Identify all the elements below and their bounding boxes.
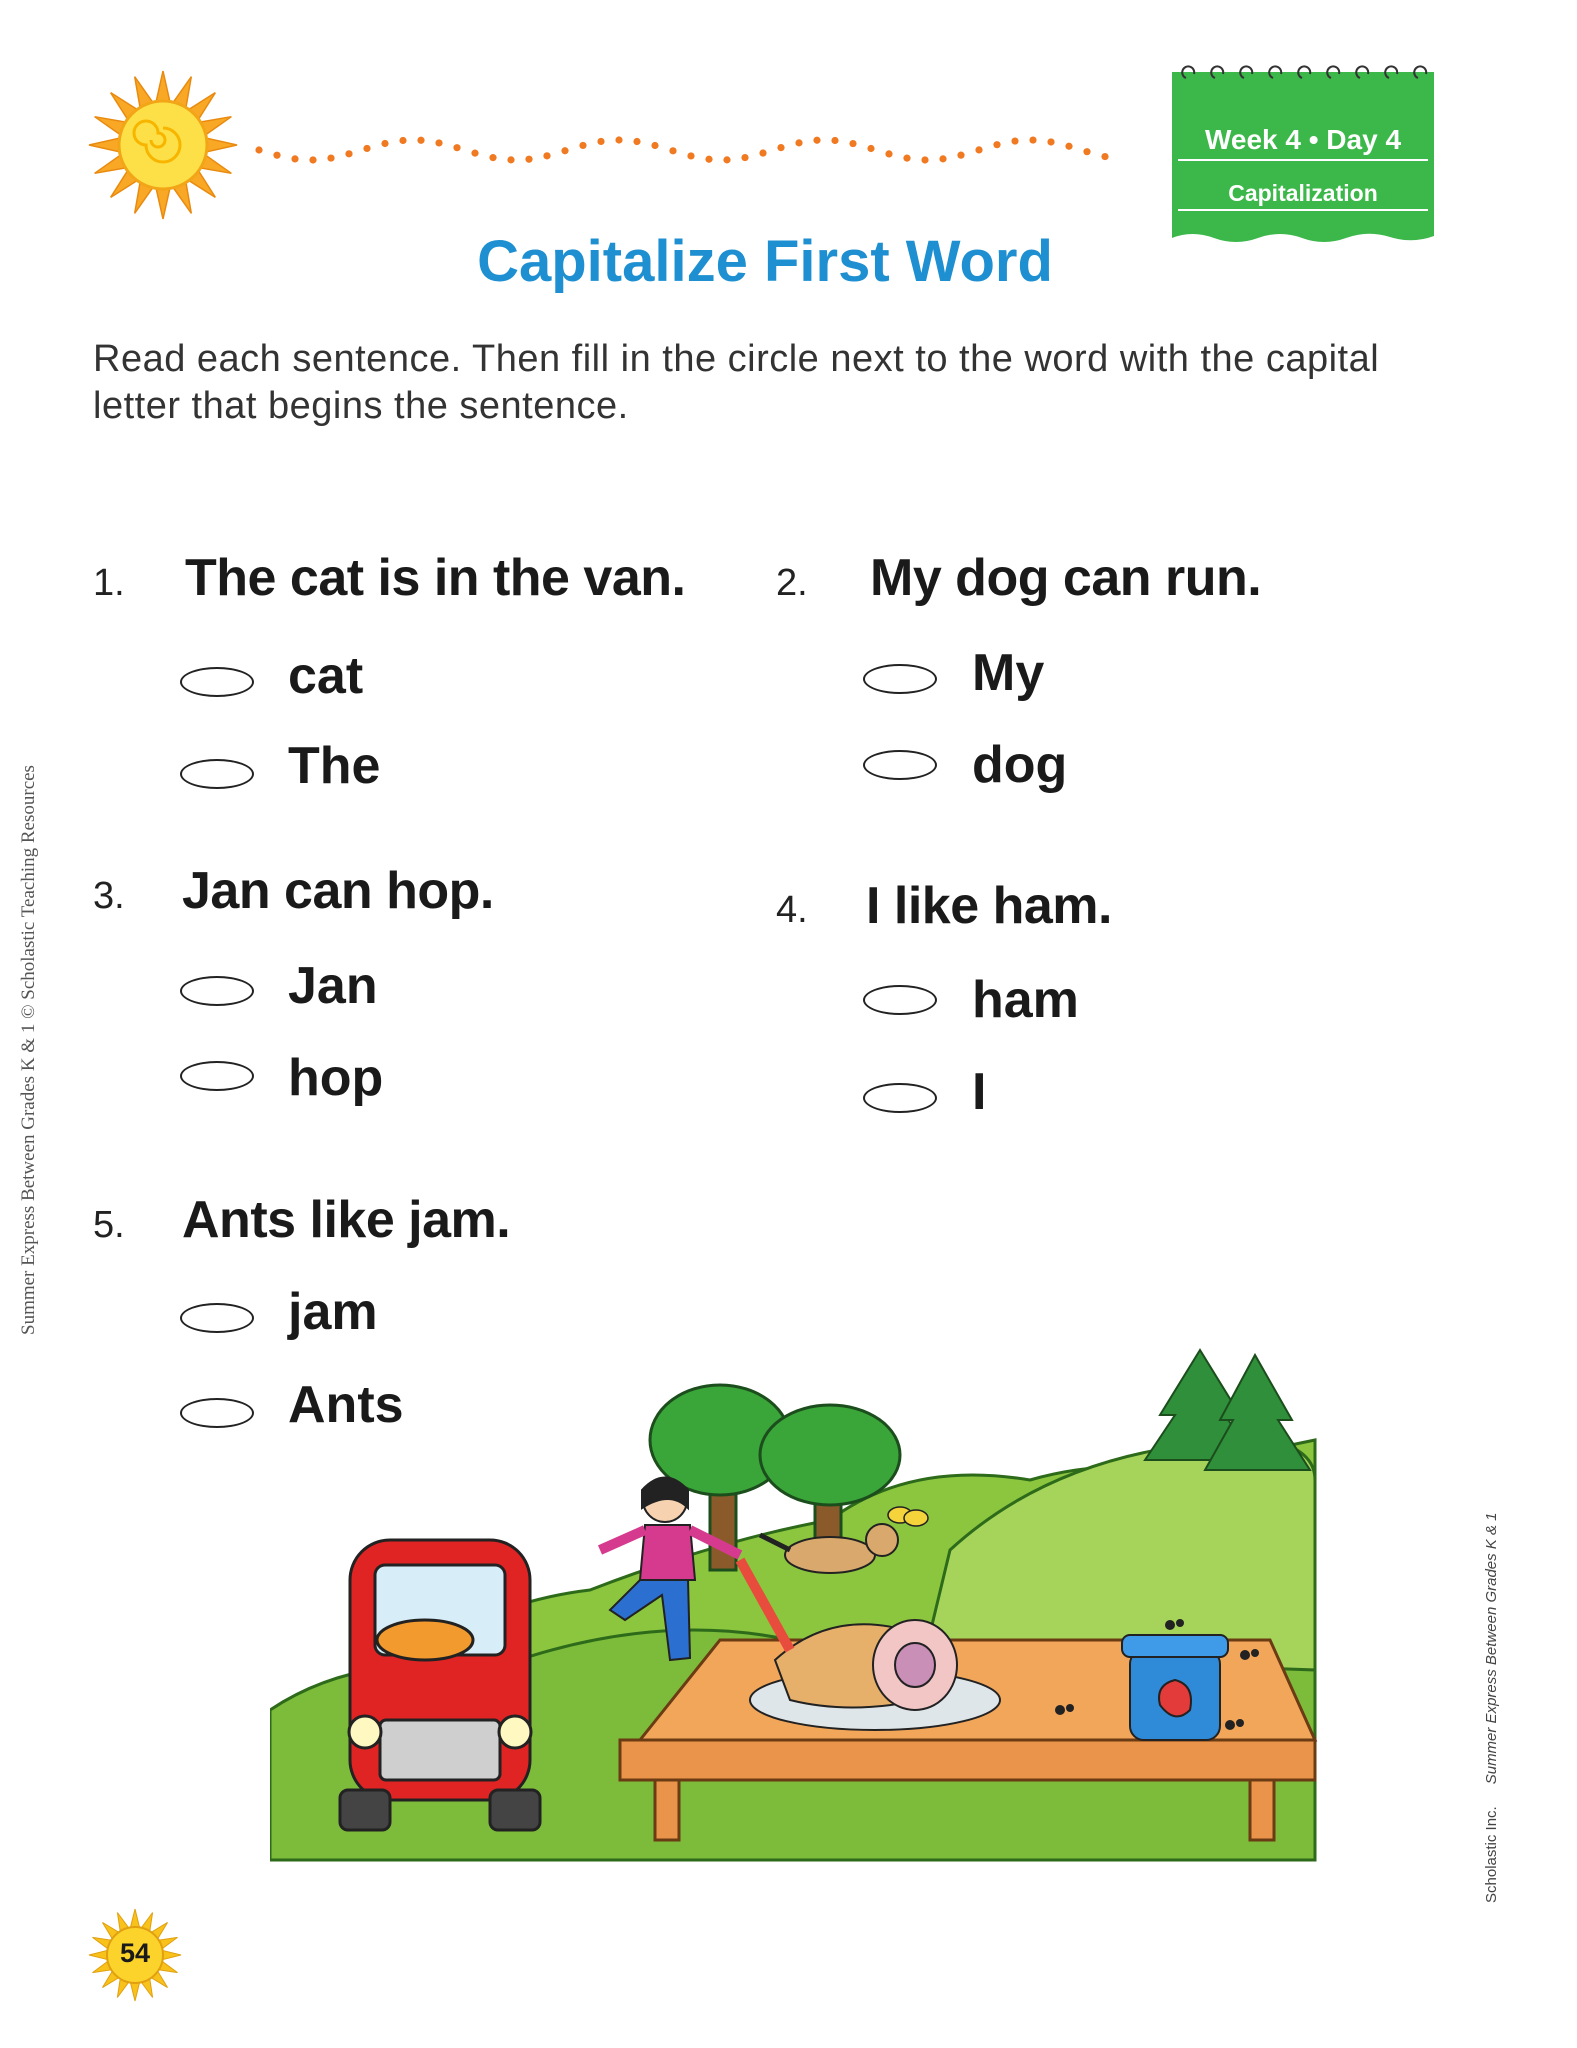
page-number: 54: [119, 1938, 151, 1968]
question-3-option-1-label: Jan: [288, 957, 378, 1015]
question-1-sentence: The cat is in the van.: [185, 549, 686, 607]
question-5-sentence: Ants like jam.: [182, 1191, 511, 1249]
question-2-option-1-label: My: [972, 644, 1045, 702]
picnic-scene-illustration: [270, 1340, 1332, 1870]
question-5-option-2-bubble[interactable]: [180, 1398, 254, 1428]
question-1-option-1-label: cat: [288, 647, 364, 705]
question-2-sentence: My dog can run.: [870, 549, 1262, 607]
question-1-option-1-bubble[interactable]: [180, 667, 254, 697]
side-credit-right: [1483, 1513, 1500, 1904]
pine-trees: [1145, 1350, 1310, 1470]
question-4-option-1-label: ham: [972, 971, 1079, 1029]
question-2-option-1-bubble[interactable]: [863, 664, 937, 694]
question-1-option-2-label: The: [288, 737, 381, 795]
question-3-option-2-bubble[interactable]: [180, 1061, 254, 1091]
dotted-wave-decoration: [255, 125, 1125, 175]
question-3-number: 3.: [93, 875, 125, 917]
publisher-credit: Scholastic Inc.: [1483, 1806, 1500, 1903]
question-5-option-2-label: Ants: [288, 1376, 404, 1434]
question-3-option-2-label: hop: [288, 1049, 384, 1107]
jam-jar: [1122, 1635, 1228, 1740]
question-4-option-1-bubble[interactable]: [863, 985, 937, 1015]
instructions: Read each sentence. Then fill in the circle next to the word with the capital letter that begins the sentence.: [93, 338, 1380, 427]
question-4-sentence: I like ham.: [866, 877, 1112, 935]
question-5-number: 5.: [93, 1204, 125, 1246]
badge-week-day: Week 4 • Day 4: [1204, 124, 1402, 155]
side-credit-left: Summer Express Between Grades K & 1 © Scholastic Teaching Resources: [18, 765, 39, 1335]
question-2-number: 2.: [776, 562, 808, 604]
question-1-number: 1.: [93, 562, 125, 604]
badge-topic: Capitalization: [1228, 180, 1378, 206]
question-2-option-2-label: dog: [972, 736, 1068, 794]
question-1-option-2-bubble[interactable]: [180, 759, 254, 789]
question-5-option-1-bubble[interactable]: [180, 1303, 254, 1333]
book-credit: Summer Express Between Grades K & 1: [1483, 1512, 1500, 1785]
question-5-option-1-label: jam: [288, 1283, 378, 1341]
question-2-option-2-bubble[interactable]: [863, 750, 937, 780]
question-4-option-2-label: I: [972, 1063, 987, 1121]
question-4-option-2-bubble[interactable]: [863, 1083, 937, 1113]
sun-icon: [88, 70, 238, 220]
question-3-option-1-bubble[interactable]: [180, 976, 254, 1006]
question-3-sentence: Jan can hop.: [182, 862, 494, 920]
page-title: Capitalize First Word: [477, 229, 1053, 294]
red-car: [340, 1540, 540, 1830]
question-4-number: 4.: [776, 889, 808, 931]
